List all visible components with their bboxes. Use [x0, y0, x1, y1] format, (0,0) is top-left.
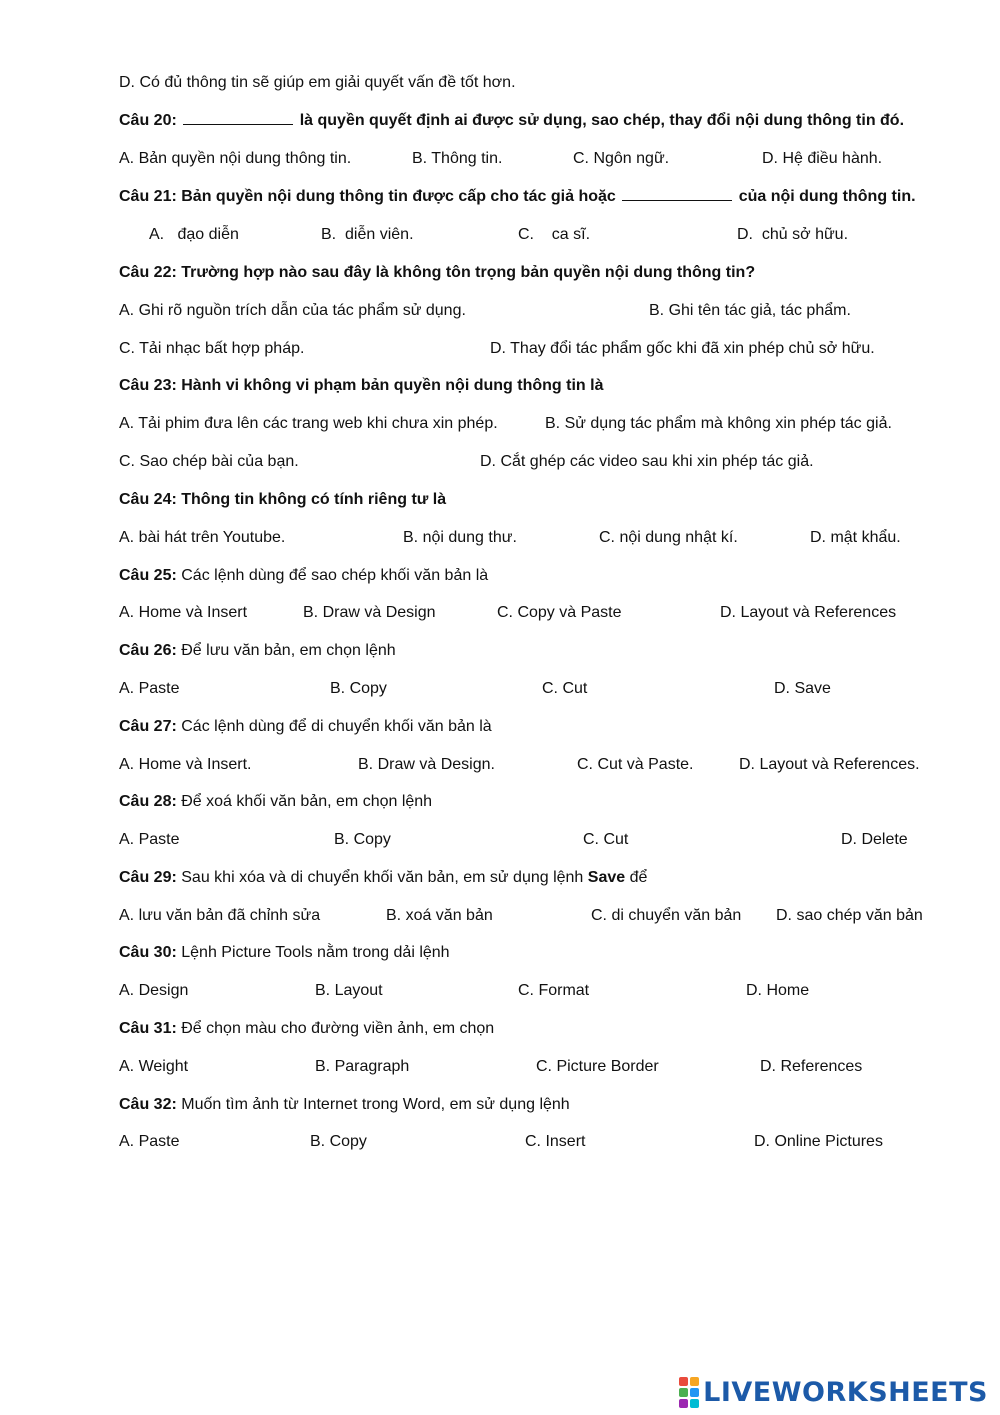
option-a[interactable]: A. Weight	[119, 1058, 189, 1075]
option-d[interactable]: D. Layout và References	[720, 604, 897, 621]
option-d[interactable]: D. Home	[746, 982, 810, 999]
option-a[interactable]: A. Paste	[119, 831, 180, 848]
option-b[interactable]: B. Paragraph	[315, 1058, 410, 1075]
option-c[interactable]: C. Cut	[542, 680, 588, 697]
option-b[interactable]: B. Copy	[310, 1133, 367, 1150]
question-28: Câu 28: Để xoá khối văn bản, em chọn lệnh	[119, 793, 433, 810]
question-31-options	[119, 1055, 940, 1079]
liveworksheets-logo-icon	[679, 1377, 699, 1408]
option-c[interactable]: C. nội dung nhật kí.	[599, 529, 738, 546]
option-b[interactable]: B. xoá văn bản	[386, 907, 493, 924]
option-c[interactable]: C. Cut và Paste.	[577, 756, 694, 773]
option-c[interactable]: C. Ngôn ngữ.	[573, 150, 670, 167]
option-a[interactable]: A. Paste	[119, 680, 180, 697]
question-32: Câu 32: Muốn tìm ảnh từ Internet trong Word, em sử dụng lệnh	[119, 1096, 570, 1113]
question-31: Câu 31: Để chọn màu cho đường viền ảnh, em chọn	[119, 1020, 495, 1037]
option-a[interactable]: A. đạo diễn	[149, 226, 239, 243]
option-b[interactable]: B. diễn viên.	[321, 226, 414, 243]
question-27: Câu 27: Các lệnh dùng để di chuyển khối văn bản là	[119, 718, 492, 735]
option-b[interactable]: B. Draw và Design.	[358, 756, 495, 773]
question-22-options-row1	[119, 299, 940, 323]
option-b[interactable]: B. Layout	[315, 982, 383, 999]
question-23: Câu 23: Hành vi không vi phạm bản quyền nội dung thông tin là	[119, 377, 604, 394]
option-c[interactable]: C. Cut	[583, 831, 629, 848]
option-a[interactable]: A. Ghi rõ nguồn trích dẫn của tác phẩm sử dụng.	[119, 302, 466, 319]
option-c[interactable]: C. Picture Border	[536, 1058, 659, 1075]
option-d[interactable]: D. mật khẩu.	[810, 529, 901, 546]
question-22-options-row2	[119, 337, 940, 361]
option-a[interactable]: A. bài hát trên Youtube.	[119, 529, 286, 546]
option-d[interactable]: D. Thay đổi tác phẩm gốc khi đã xin phép chủ sở hữu.	[490, 340, 875, 357]
question-24: Câu 24: Thông tin không có tính riêng tư là	[119, 491, 447, 508]
question-29: Câu 29: Sau khi xóa và di chuyển khối văn bản, em sử dụng lệnh Save để	[119, 869, 648, 886]
option-a[interactable]: A. lưu văn bản đã chỉnh sửa	[119, 907, 321, 924]
option-c[interactable]: C. di chuyển văn bản	[591, 907, 742, 924]
question-28-options	[119, 828, 940, 852]
option-d[interactable]: D. Hệ điều hành.	[762, 150, 883, 167]
option-d[interactable]: D. chủ sở hữu.	[737, 226, 849, 243]
question-23-options-row2	[119, 450, 940, 474]
option-d[interactable]: D. Cắt ghép các video sau khi xin phép tác giả.	[480, 453, 814, 470]
option-a[interactable]: A. Home và Insert	[119, 604, 248, 621]
option-c[interactable]: C. Sao chép bài của bạn.	[119, 453, 299, 470]
option-b[interactable]: B. Sử dụng tác phẩm mà không xin phép tác giả.	[545, 415, 892, 432]
question-22: Câu 22: Trường hợp nào sau đây là không tôn trọng bản quyền nội dung thông tin?	[119, 264, 756, 281]
option-c[interactable]: C. Insert	[525, 1133, 586, 1150]
question-30: Câu 30: Lệnh Picture Tools nằm trong dải lệnh	[119, 944, 450, 961]
option-c[interactable]: C. Copy và Paste	[497, 604, 622, 621]
option-d[interactable]: D. References	[760, 1058, 863, 1075]
option-b[interactable]: B. Draw và Design	[303, 604, 436, 621]
option-d[interactable]: D. Online Pictures	[754, 1133, 883, 1150]
question-21-options	[119, 223, 940, 247]
question-21: Câu 21: Bản quyền nội dung thông tin được cấp cho tác giả hoặc của nội dung thông tin.	[119, 188, 916, 205]
option-b[interactable]: B. Thông tin.	[412, 150, 503, 167]
question-29-options	[119, 904, 940, 928]
question-25: Câu 25: Các lệnh dùng để sao chép khối văn bản là	[119, 567, 489, 584]
question-30-options	[119, 979, 940, 1003]
question-20-options	[119, 147, 940, 171]
answer-blank[interactable]	[622, 186, 732, 201]
answer-blank[interactable]	[183, 110, 293, 125]
question-20: Câu 20: là quyền quyết định ai được sử dụng, sao chép, thay đổi nội dung thông tin đó.	[119, 112, 905, 129]
option-b[interactable]: B. Copy	[330, 680, 387, 697]
option-c[interactable]: C. Format	[518, 982, 590, 999]
prev-question-option-d: D. Có đủ thông tin sẽ giúp em giải quyết vấn đề tốt hơn.	[119, 74, 516, 91]
question-23-options-row1	[119, 412, 940, 436]
question-26: Câu 26: Để lưu văn bản, em chọn lệnh	[119, 642, 396, 659]
option-a[interactable]: A. Bản quyền nội dung thông tin.	[119, 150, 352, 167]
option-a[interactable]: A. Tải phim đưa lên các trang web khi chưa xin phép.	[119, 415, 498, 432]
option-d[interactable]: D. Layout và References.	[739, 756, 920, 773]
option-a[interactable]: A. Paste	[119, 1133, 180, 1150]
question-25-options	[119, 601, 940, 625]
question-27-options	[119, 753, 940, 777]
option-c[interactable]: C. Tải nhạc bất hợp pháp.	[119, 340, 305, 357]
option-d[interactable]: D. Save	[774, 680, 831, 697]
question-32-options	[119, 1130, 940, 1154]
option-b[interactable]: B. Ghi tên tác giả, tác phẩm.	[649, 302, 851, 319]
option-b[interactable]: B. nội dung thư.	[403, 529, 517, 546]
question-24-options	[119, 526, 940, 550]
liveworksheets-brand	[679, 1377, 988, 1407]
option-c[interactable]: C. ca sĩ.	[518, 226, 591, 243]
option-a[interactable]: A. Home và Insert.	[119, 756, 252, 773]
option-a[interactable]: A. Design	[119, 982, 189, 999]
brand-name: LIVEWORKSHEETS	[703, 1376, 988, 1408]
option-d[interactable]: D. Delete	[841, 831, 908, 848]
option-d[interactable]: D. sao chép văn bản	[776, 907, 923, 924]
option-b[interactable]: B. Copy	[334, 831, 391, 848]
question-26-options	[119, 677, 940, 701]
